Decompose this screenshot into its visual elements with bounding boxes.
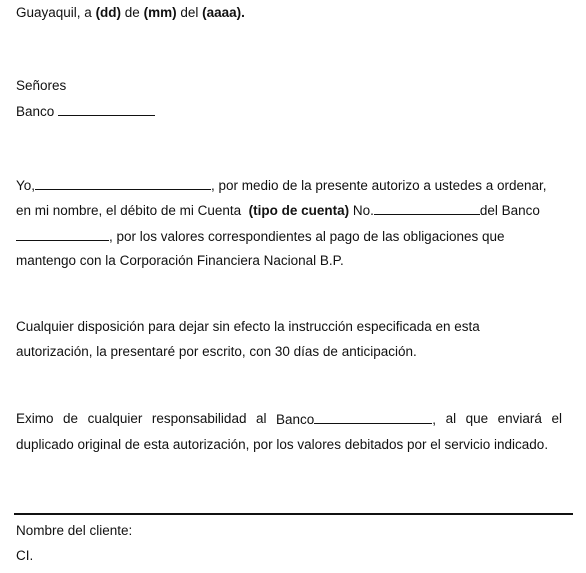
- signature-line: [14, 513, 573, 515]
- bank-name-blank[interactable]: [58, 103, 155, 116]
- month-placeholder: (mm): [143, 5, 177, 20]
- p3-word: al: [255, 411, 267, 426]
- p1-line3-text: , por los valores correspondientes al pago de las obligaciones que: [109, 229, 505, 244]
- salutation: Señores: [16, 78, 67, 93]
- p3-word: de: [63, 411, 79, 426]
- p3-word: el: [551, 411, 562, 426]
- p3-bank-group: [276, 411, 436, 428]
- p3-line1: [16, 411, 562, 428]
- del-text: del: [176, 5, 203, 20]
- city-prefix: Guayaquil, a: [16, 5, 96, 20]
- bank-line: [16, 103, 155, 120]
- date-line: [16, 5, 245, 21]
- p1-line1-text: , por medio de la presente autorizo a ustedes a ordenar,: [211, 178, 547, 193]
- year-placeholder: (aaaa).: [202, 5, 245, 20]
- p3-word: Eximo: [16, 411, 54, 426]
- bank-blank-2[interactable]: [314, 411, 432, 424]
- account-number-blank[interactable]: [374, 202, 480, 215]
- de-text: de: [121, 5, 144, 20]
- p2-line2: autorización, la presentaré por escrito, con 30 días de anticipación.: [16, 344, 417, 359]
- client-name-blank[interactable]: [35, 177, 211, 190]
- p3-word: que: [465, 411, 489, 426]
- yo-text: Yo,: [16, 178, 36, 193]
- bank-blank[interactable]: [16, 228, 109, 241]
- p3-word: responsabilidad: [151, 411, 247, 426]
- p1-line1: [16, 177, 547, 194]
- id-label: CI.: [16, 548, 34, 563]
- p1-line3: [16, 228, 505, 245]
- p1-line2-text: en mi nombre, el débito de mi Cuenta: [16, 203, 249, 218]
- p3-line2: duplicado original de esta autorización, por los valores debitados por el servicio indicado.: [16, 437, 549, 452]
- p3-word: Banco: [276, 412, 315, 427]
- account-no-label: No.: [349, 203, 374, 218]
- del-banco-text: del Banco: [479, 203, 540, 218]
- bank-label: Banco: [16, 104, 59, 119]
- client-name-label: Nombre del cliente:: [16, 523, 133, 538]
- p3-word: enviará: [497, 411, 542, 426]
- p3-comma: ,: [432, 412, 437, 427]
- account-type-placeholder: (tipo de cuenta): [248, 203, 350, 218]
- p3-word: cualquier: [87, 411, 143, 426]
- p1-line2: [16, 202, 540, 219]
- p2-line1: Cualquier disposición para dejar sin efecto la instrucción especificada en esta: [16, 319, 480, 334]
- p3-word: al: [445, 411, 457, 426]
- p1-line4: mantengo con la Corporación Financiera Nacional B.P.: [16, 253, 344, 268]
- day-placeholder: (dd): [95, 5, 122, 20]
